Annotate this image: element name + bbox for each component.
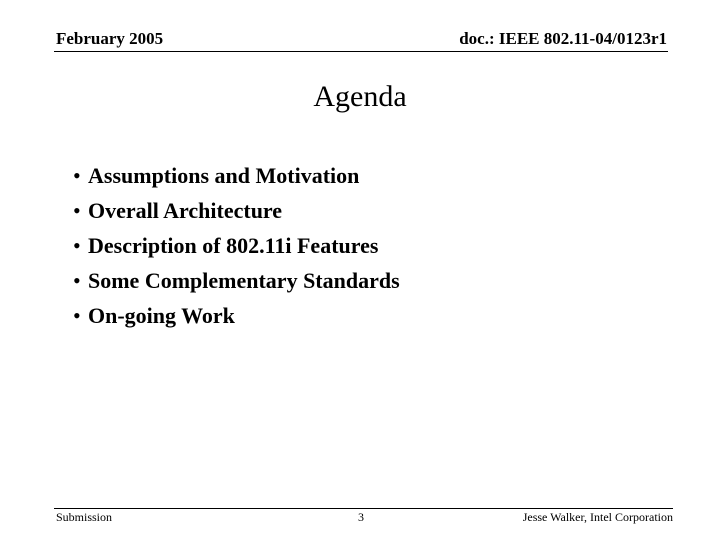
agenda-item-text: Overall Architecture (88, 198, 283, 223)
bullet-icon: • (73, 233, 81, 258)
slide-title: Agenda (313, 80, 407, 113)
bullet-icon: • (73, 198, 81, 223)
agenda-item-text: Description of 802.11i Features (88, 233, 379, 258)
header-doc-id: doc.: IEEE 802.11-04/0123r1 (459, 29, 667, 48)
agenda-item (73, 228, 379, 263)
agenda-item (73, 193, 283, 228)
bullet-icon: • (73, 268, 81, 293)
agenda-item-text: On-going Work (88, 303, 235, 328)
header-divider (54, 51, 668, 52)
header-date: February 2005 (56, 29, 164, 48)
footer-submission: Submission (56, 510, 113, 524)
agenda-item-text: Some Complementary Standards (88, 268, 400, 293)
agenda-item-text: Assumptions and Motivation (88, 163, 360, 188)
agenda-item (73, 263, 400, 298)
bullet-icon: • (73, 163, 81, 188)
footer-divider (54, 508, 673, 509)
agenda-list (73, 158, 400, 333)
agenda-item (73, 158, 360, 193)
footer-author: Jesse Walker, Intel Corporation (522, 510, 673, 524)
agenda-item (73, 298, 235, 333)
footer-page-number: 3 (358, 510, 364, 524)
bullet-icon: • (73, 303, 81, 328)
